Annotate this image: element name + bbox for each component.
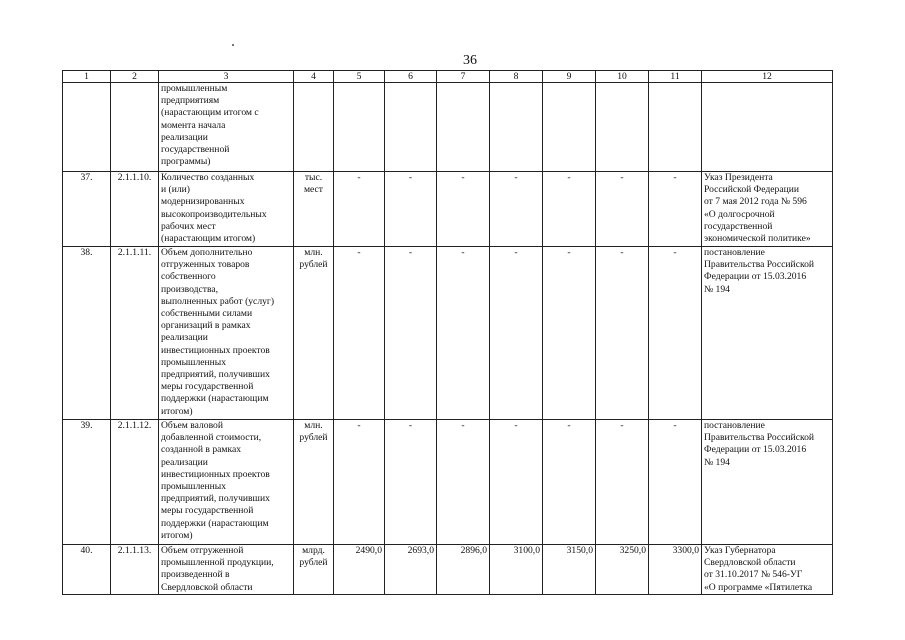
col-header-5: 5 — [334, 71, 385, 83]
value-cell: - — [649, 172, 702, 247]
value-cell: - — [437, 420, 490, 545]
indicator-name: Объем дополнительно отгруженных товаров собственного производства, выполненных работ (услуг) собственными силами организаций в рамках реализации инвестиционных проектов промышленных предприятий, получивших меры государственной поддержки (нарастающим итогом) — [159, 247, 294, 420]
col-header-6: 6 — [385, 71, 437, 83]
value-cell: - — [543, 420, 596, 545]
value-cell — [334, 83, 385, 172]
table-row — [63, 420, 833, 545]
unit: млрд. рублей — [294, 545, 334, 595]
source-document: Указ Президента Российской Федерации от 7 мая 2012 года № 596 «О долгосрочной государственной экономической политике» — [702, 172, 833, 247]
value-cell: 3100,0 — [490, 545, 543, 595]
value-cell: 2693,0 — [385, 545, 437, 595]
table-row — [63, 247, 833, 420]
row-number: 37. — [63, 172, 111, 247]
col-header-10: 10 — [596, 71, 649, 83]
value-cell — [385, 83, 437, 172]
column-number-row — [63, 71, 833, 83]
indicator-code — [111, 83, 159, 172]
value-cell — [543, 83, 596, 172]
value-cell: - — [596, 247, 649, 420]
value-cell: - — [543, 247, 596, 420]
scan-speck — [232, 44, 234, 46]
value-cell: - — [334, 420, 385, 545]
col-header-9: 9 — [543, 71, 596, 83]
source-document — [702, 83, 833, 172]
indicator-code: 2.1.1.12. — [111, 420, 159, 545]
table-row — [63, 172, 833, 247]
indicator-name: промышленным предприятиям (нарастающим итогом с момента начала реализации государственной программы) — [159, 83, 294, 172]
value-cell: - — [490, 420, 543, 545]
value-cell: - — [437, 172, 490, 247]
value-cell: - — [649, 420, 702, 545]
row-number — [63, 83, 111, 172]
table-row — [63, 83, 833, 172]
value-cell: - — [596, 172, 649, 247]
unit: тыс. мест — [294, 172, 334, 247]
value-cell: - — [543, 172, 596, 247]
value-cell: - — [596, 420, 649, 545]
col-header-8: 8 — [490, 71, 543, 83]
row-number: 38. — [63, 247, 111, 420]
value-cell: - — [334, 247, 385, 420]
value-cell: 2896,0 — [437, 545, 490, 595]
value-cell: 3150,0 — [543, 545, 596, 595]
indicator-name: Объем отгруженной промышленной продукции, произведенной в Свердловской области — [159, 545, 294, 595]
value-cell: - — [490, 172, 543, 247]
row-number: 40. — [63, 545, 111, 595]
table-row — [63, 545, 833, 595]
value-cell — [649, 83, 702, 172]
source-document: постановление Правительства Российской Федерации от 15.03.2016 № 194 — [702, 420, 833, 545]
value-cell: 2490,0 — [334, 545, 385, 595]
col-header-4: 4 — [294, 71, 334, 83]
unit: млн. рублей — [294, 420, 334, 545]
col-header-7: 7 — [437, 71, 490, 83]
source-document: Указ Губернатора Свердловской области от 31.10.2017 № 546-УГ «О программе «Пятилетка — [702, 545, 833, 595]
value-cell: - — [649, 247, 702, 420]
col-header-12: 12 — [702, 71, 833, 83]
value-cell: - — [334, 172, 385, 247]
value-cell — [437, 83, 490, 172]
value-cell: - — [385, 420, 437, 545]
col-header-3: 3 — [159, 71, 294, 83]
row-number: 39. — [63, 420, 111, 545]
indicator-name: Объем валовой добавленной стоимости, созданной в рамках реализации инвестиционных проектов промышленных предприятий, получивших меры государственной поддержки (нарастающим итогом) — [159, 420, 294, 545]
indicator-code: 2.1.1.11. — [111, 247, 159, 420]
indicator-name: Количество созданных и (или) модернизированных высокопроизводительных рабочих мест (нарастающим итогом) — [159, 172, 294, 247]
value-cell — [490, 83, 543, 172]
value-cell: 3300,0 — [649, 545, 702, 595]
value-cell: - — [437, 247, 490, 420]
unit — [294, 83, 334, 172]
source-document: постановление Правительства Российской Федерации от 15.03.2016 № 194 — [702, 247, 833, 420]
value-cell — [596, 83, 649, 172]
col-header-1: 1 — [63, 71, 111, 83]
value-cell: - — [385, 247, 437, 420]
value-cell: - — [490, 247, 543, 420]
indicators-table — [62, 70, 833, 595]
value-cell: 3250,0 — [596, 545, 649, 595]
indicator-code: 2.1.1.10. — [111, 172, 159, 247]
value-cell: - — [385, 172, 437, 247]
col-header-2: 2 — [111, 71, 159, 83]
indicator-code: 2.1.1.13. — [111, 545, 159, 595]
page-number: 36 — [463, 53, 477, 68]
col-header-11: 11 — [649, 71, 702, 83]
unit: млн. рублей — [294, 247, 334, 420]
